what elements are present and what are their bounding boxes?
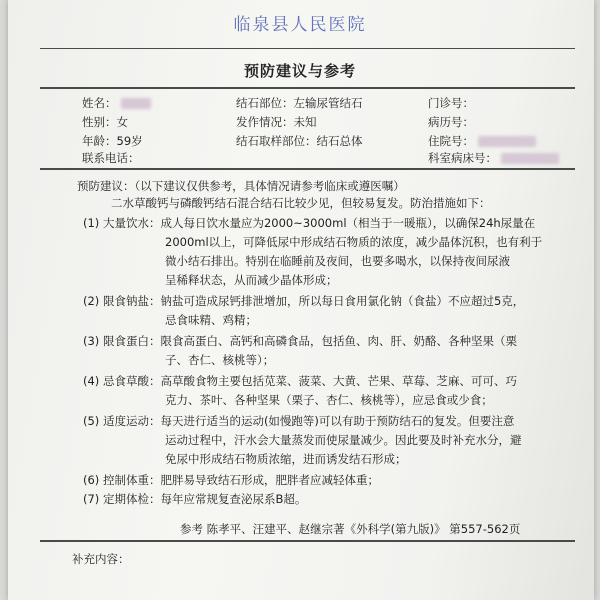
advice-line: 微小结石排出。特别在临睡前及夜间，也要多喝水，以保持夜间尿液 bbox=[165, 254, 510, 268]
ward-bed-label: 科室病床号： bbox=[428, 151, 497, 165]
hospital-name: 临泉县人民医院 bbox=[233, 15, 367, 35]
patient-gender-label: 性别： bbox=[82, 115, 117, 129]
advice-line: 子、杏仁、核桃等）； bbox=[165, 353, 275, 367]
redacted-admission-number bbox=[478, 136, 536, 147]
advice-item-water: (1) 大量饮水：成人每日饮水量应为2000~3000ml（相当于一暖瓶），以确保24h尿量在 bbox=[83, 216, 536, 230]
patient-age-field bbox=[82, 133, 143, 149]
record-number-label: 病历号： bbox=[428, 115, 474, 129]
supplement-label: 补充内容： bbox=[72, 552, 130, 566]
advice-line: 2000ml以上，可降低尿中形成结石物质的浓度，减少晶体沉积，也有利于 bbox=[165, 235, 543, 249]
patient-age-value: 59岁 bbox=[116, 134, 143, 148]
stone-onset-label: 发作情况： bbox=[236, 115, 294, 129]
patient-name-label: 姓名： bbox=[82, 96, 117, 110]
advice-item-exercise: (5) 适度运动：每天进行适当的运动(如慢跑等)可以有助于预防结石的复发。但要注意 bbox=[83, 414, 515, 428]
stone-sampling-label: 结石取样部位： bbox=[236, 134, 317, 148]
redacted-name bbox=[121, 98, 151, 109]
record-number-field bbox=[428, 114, 474, 130]
clinic-number-label: 门诊号： bbox=[428, 96, 474, 110]
patient-age-label: 年龄： bbox=[82, 134, 117, 148]
advice-item-weight: (6) 控制体重：肥胖易导致结石形成，肥胖者应减轻体重； bbox=[83, 473, 379, 487]
document-title: 预防建议与参考 bbox=[243, 62, 356, 80]
patient-gender-value: 女 bbox=[116, 115, 128, 129]
stone-sampling-field bbox=[236, 133, 363, 149]
advice-item-protein: (3) 限食蛋白：限食高蛋白、高钙和高磷食品，包括鱼、肉、肝、奶酪、各种坚果（栗 bbox=[83, 334, 517, 348]
reference-citation: 参考 陈孝平、汪建平、赵继宗著《外科学(第九版)》 第557-562页 bbox=[180, 522, 521, 536]
ward-bed-field bbox=[428, 150, 559, 166]
info-rule bbox=[40, 168, 575, 170]
header-rule-top bbox=[40, 48, 575, 49]
stone-site-label: 结石部位： bbox=[236, 96, 294, 110]
advice-item-checkup: (7) 定期体检：每年应常规复查泌尿系B超。 bbox=[83, 492, 307, 506]
advice-line: 免尿中形成结石物质浓缩，进而诱发结石形成； bbox=[165, 452, 407, 466]
admission-number-field bbox=[428, 133, 536, 149]
stone-site-value: 左输尿管结石 bbox=[293, 96, 363, 110]
stone-onset-field bbox=[236, 114, 317, 130]
stone-sampling-value: 结石总体 bbox=[316, 134, 363, 148]
advice-line: 忌食味精、鸡精； bbox=[165, 313, 257, 327]
patient-phone-field bbox=[82, 150, 140, 166]
footer-rule bbox=[40, 540, 575, 542]
stone-onset-value: 未知 bbox=[293, 115, 317, 129]
advice-line: 二水草酸钙与磷酸钙结石混合结石比较少见，但较易复发。防治措施如下： bbox=[111, 196, 491, 210]
advice-line: 运动过程中，汗水会大量蒸发而使尿量减少。因此要及时补充水分，避 bbox=[165, 433, 522, 447]
redacted-ward-bed bbox=[501, 153, 559, 164]
advice-line: 呈稀释状态，从而减少晶体形成； bbox=[165, 273, 338, 287]
advice-heading: 预防建议：（以下建议仅供参考，具体情况请参考临床或遵医嘱） bbox=[77, 179, 405, 193]
admission-number-label: 住院号： bbox=[428, 134, 474, 148]
patient-phone-label: 联系电话： bbox=[82, 151, 140, 165]
clinic-number-field bbox=[428, 95, 474, 111]
advice-item-oxalate: (4) 忌食草酸：高草酸食物主要包括苋菜、菠菜、大黄、芒果、草莓、芝麻、可可、巧 bbox=[83, 374, 517, 388]
header-rule-bottom bbox=[40, 87, 575, 89]
advice-item-salt: (2) 限食钠盐：钠盐可造成尿钙排泄增加，所以每日食用氯化钠（食盐）不应超过5克， bbox=[83, 294, 525, 308]
patient-gender-field bbox=[82, 114, 128, 130]
advice-line: 克力、茶叶、各种坚果（栗子、杏仁、核桃等），应忌食或少食； bbox=[165, 393, 493, 407]
stone-site-field bbox=[236, 95, 363, 111]
patient-name-field bbox=[82, 95, 151, 111]
